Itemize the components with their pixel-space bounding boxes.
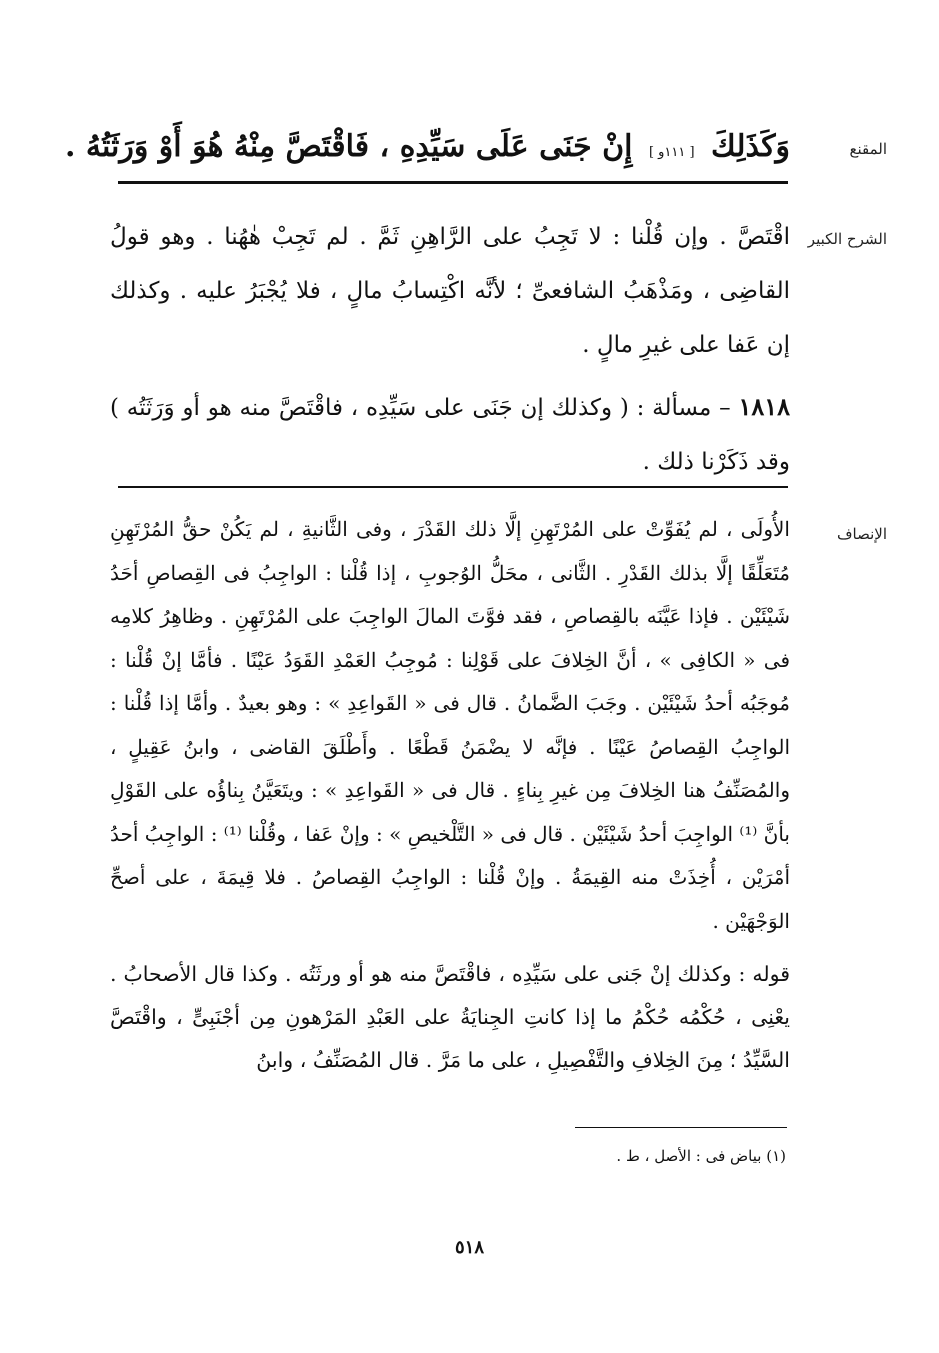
masala-number: ١٨١٨: [738, 392, 791, 421]
muqni-text-end: إِنْ جَنَى عَلَى سَيِّدِهِ ، فَاقْتَصَّ مِنْهُ هُوَ أَوْ وَرَثَتُهُ .: [65, 129, 633, 164]
folio-marker: [ ١١١و ]: [648, 145, 695, 160]
muqni-text-start: وَكَذَلِكَ: [711, 129, 790, 164]
masala-paragraph: [110, 380, 790, 489]
masala-text: – مسألة : ( وكذلك إن جَنَى على سَيِّدِه ، فاقْتَصَّ منه هو أو وَرَثَتُه ) وقد ذَكَرْنا ذلك .: [110, 395, 790, 475]
insaf-section: [110, 508, 790, 1082]
insaf-paragraph-2: قوله : وكذلك إنْ جَنى على سَيِّدِه ، فاقْتَصَّ منه هو أو ورثَتُه . وكذا قال الأصحابُ . يعْنِى ، حُكْمُه حُكْمُ ما إذا كانتِ الجِنايَةُ على العَبْدِ المَرْهونِ مِن أجْنَبِىٍّ ، واقْتَصَّ السَّيِّدُ ؛ مِنَ الخِلافِ والتَّفْصِيلِ ، على ما مَرَّ . قال المُصَنِّفُ ، وابنُ: [110, 962, 790, 1072]
page-number: ٥١٨: [454, 1237, 484, 1258]
footnote: (١) بياض فى : الأصل ، ط .: [616, 1147, 786, 1165]
muqni-text: [65, 122, 790, 178]
section-divider-thick: [118, 181, 788, 184]
section-divider-thin: [118, 486, 788, 488]
footnote-divider: [575, 1127, 787, 1128]
sharh-section: [110, 210, 790, 489]
sharh-label: الشرح الكبير: [807, 230, 887, 248]
sharh-paragraph: اقْتَصَّ . وإن قُلْنا : لا تَجِبُ على الرَّاهِنِ ثَمَّ . لم تَجِبْ هٰهُنا . وهو قولُ القاضِى ، ومَذْهَبُ الشافعىِّ ؛ لأنَّه اكْتِسابُ مالٍ ، فلا يُجْبَرُ عليه . وكذلك إن عَفا على غيرِ مالٍ .: [110, 224, 790, 358]
insaf-label: الإنصاف: [836, 525, 887, 543]
insaf-paragraph-1: الأُولَى ، لم يُفَوِّتْ على المُرْتَهِنِ إلَّا ذلك القَدْرَ ، وفى الثَّانيةِ ، لم يَكُنْ حقُّ المُرْتَهِنِ مُتَعَلِّقًا إلَّا بذلك القَدْرِ . الثَّانى ، محَلُّ الوُجوبِ ، إذا قُلْنا : الواجِبُ فى القِصاصِ أحَدُ شَيْئَيْن . فإذا عَيَّنَه بالقِصاصِ ، فقد فوَّتَ المالَ الواجِبَ على المُرْتَهِنِ . وظاهِرُ كلامِه فى « الكافِى » ، أنَّ الخِلافَ على قَوْلِنا : مُوجِبُ العَمْدِ القَوَدُ عَيْنًا . فأمَّا إنْ قُلْنا : مُوجَبُه أحدُ شَيْئَيْن . وجَبَ الضَّمانُ . قال فى « القَواعِدِ » : وهو بعيدٌ . وأمَّا إذا قُلْنا : الواجِبُ القِصاصُ عَيْنًا . فإنَّه لا يضْمَنُ قَطْعًا . وأَطْلَقَ القاضى ، وابنُ عَقِيلٍ ، والمُصَنِّفُ هنا الخِلافَ مِن غيرِ بِناءٍ . قال فى « القَواعِدِ » : ويتَعَيَّنُ بِناؤُه على القَوْلِ بأنَّ ⁽¹⁾ الواجِبَ أحدُ شَيْئَيْن . قال فى « التَّلْخيصِ » : وإنْ عَفا ، وقُلْنا ⁽¹⁾ : الواجِبُ أحدُ أمْرَيْن ، أُخِذَتْ منه القِيمَةُ . وإنْ قُلْنا : الواجِبُ القِصاصُ . فلا قِيمَةَ ، على أصحِّ الوَجْهَيْن .: [110, 517, 790, 933]
muqni-label: المقنع: [849, 140, 887, 158]
